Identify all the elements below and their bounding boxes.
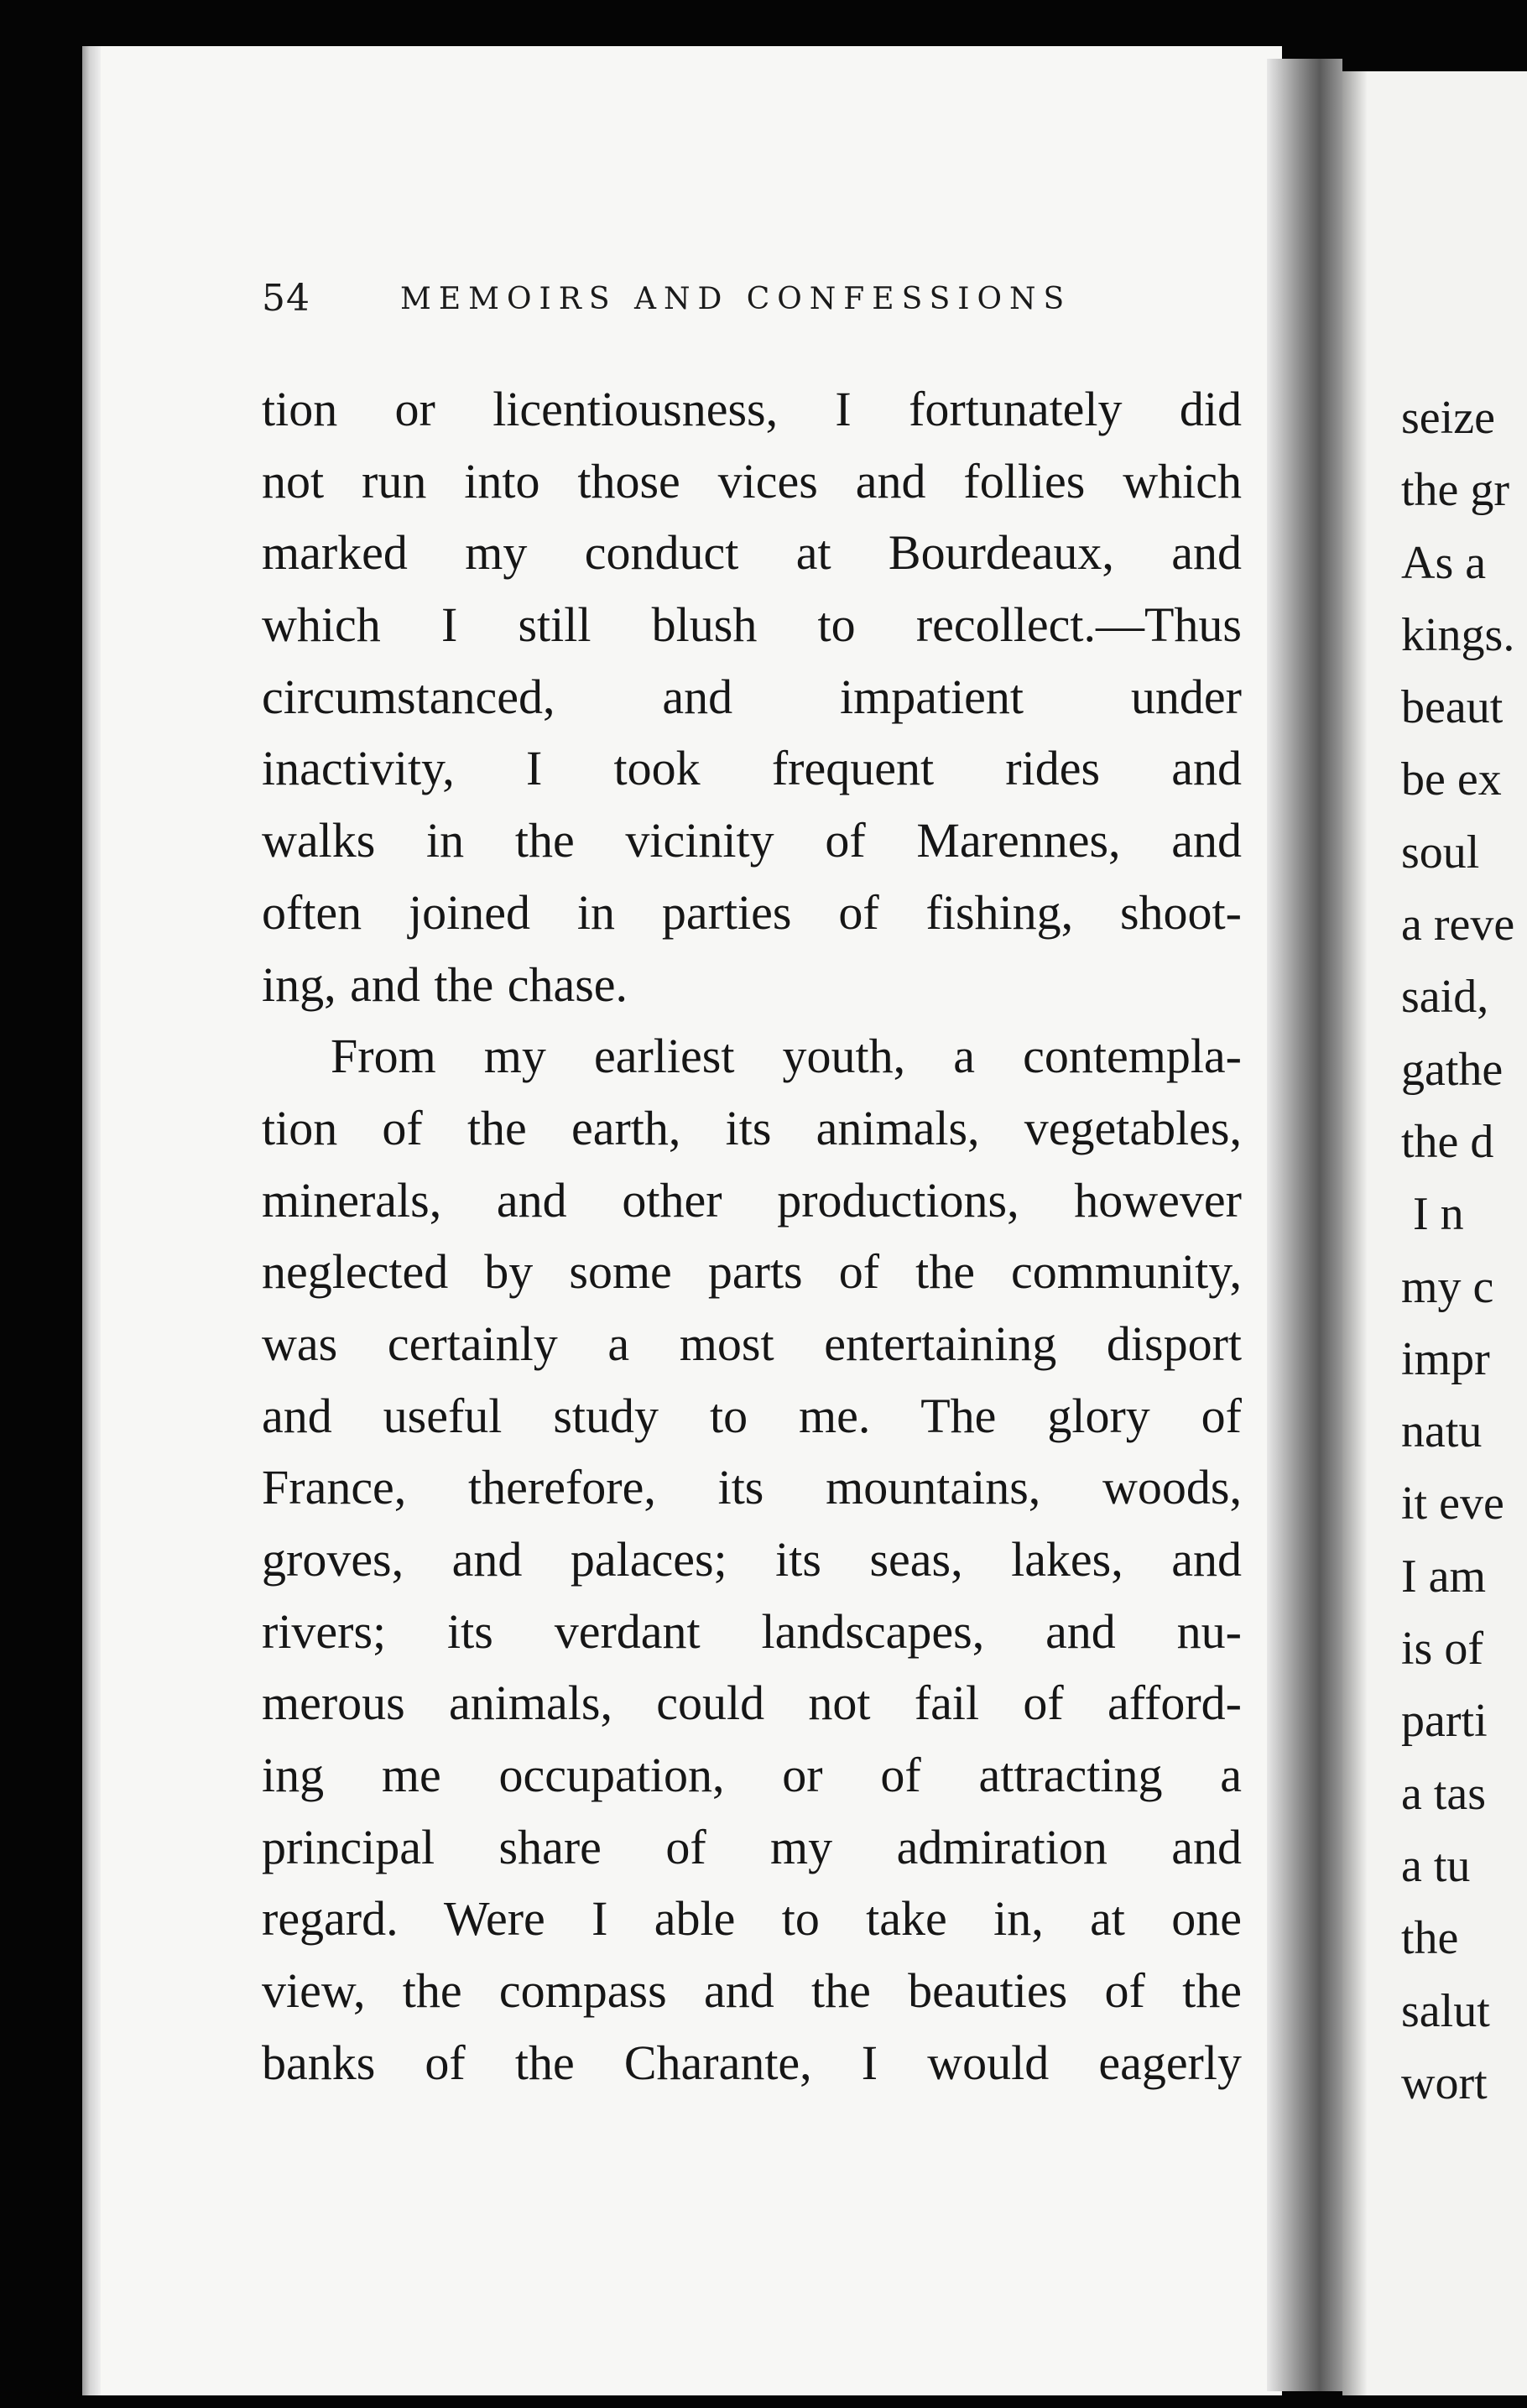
text-line: ing, and the chase. bbox=[262, 956, 628, 1012]
text-line: the gr bbox=[1401, 464, 1510, 517]
text-line: it eve bbox=[1401, 1478, 1504, 1530]
text-line: view, the compass and the beauties of the bbox=[262, 1963, 1242, 2019]
text-line: a tu bbox=[1401, 1839, 1471, 1892]
text-line: often joined in parties of fishing, shoot- bbox=[262, 884, 1242, 940]
text-line: gathe bbox=[1401, 1043, 1504, 1096]
text-line: France, therefore, its mountains, woods, bbox=[262, 1460, 1242, 1515]
left-page-body bbox=[262, 373, 1242, 2099]
text-line: merous animals, could not fail of afford- bbox=[262, 1676, 1242, 1731]
text-line: was certainly a most entertaining disport bbox=[262, 1316, 1242, 1371]
text-line: neglected by some parts of the community, bbox=[262, 1244, 1242, 1300]
text-line: a tas bbox=[1401, 1767, 1487, 1820]
text-line: natu bbox=[1401, 1405, 1483, 1458]
text-line: walks in the vicinity of Marennes, and bbox=[262, 813, 1242, 868]
text-line: rivers; its verdant landscapes, and nu- bbox=[262, 1603, 1242, 1659]
running-title: MEMOIRS AND CONFESSIONS bbox=[400, 282, 1072, 316]
left-page-edge bbox=[82, 46, 101, 2395]
text-line: principal share of my admiration and bbox=[262, 1819, 1242, 1874]
text-line: tion of the earth, its animals, vegetables, bbox=[262, 1100, 1242, 1155]
text-line: wort bbox=[1401, 2056, 1488, 2109]
text-line: is of bbox=[1401, 1623, 1483, 1676]
text-line: From my earliest youth, a contempla- bbox=[331, 1029, 1242, 1084]
text-line: salut bbox=[1401, 1984, 1490, 2037]
text-line: I n bbox=[1413, 1188, 1464, 1241]
text-line: beaut bbox=[1401, 681, 1504, 734]
text-line: impr bbox=[1401, 1332, 1490, 1385]
text-line: circumstanced, and impatient under bbox=[262, 669, 1242, 724]
text-line: soul bbox=[1401, 826, 1480, 878]
text-line: ing me occupation, or of attracting a bbox=[262, 1748, 1242, 1803]
text-line: As a bbox=[1401, 536, 1487, 589]
text-line: a reve bbox=[1401, 899, 1515, 951]
text-line: marked my conduct at Bourdeaux, and bbox=[262, 525, 1242, 581]
text-line: which I still blush to recollect.—Thus bbox=[262, 597, 1242, 653]
text-line: banks of the Charante, I would eagerly bbox=[262, 2035, 1242, 2090]
text-line: kings. bbox=[1401, 608, 1515, 661]
text-line: not run into those vices and follies which bbox=[262, 453, 1242, 508]
text-line: said, bbox=[1401, 971, 1489, 1024]
book-gutter bbox=[1267, 59, 1342, 2391]
right-page-body bbox=[1401, 382, 1527, 2119]
page-number: 54 bbox=[262, 277, 310, 320]
text-line: minerals, and other productions, however bbox=[262, 1172, 1242, 1227]
text-line: tion or licentiousness, I fortunately did bbox=[262, 382, 1242, 436]
text-line: regard. Were I able to take in, at one bbox=[262, 1891, 1242, 1947]
text-line: groves, and palaces; its seas, lakes, and bbox=[262, 1532, 1242, 1587]
running-head bbox=[262, 277, 1269, 327]
text-line: the d bbox=[1401, 1115, 1494, 1168]
right-page-shadow bbox=[1342, 71, 1368, 2395]
text-line: parti bbox=[1401, 1695, 1488, 1748]
text-line: seize bbox=[1401, 392, 1495, 444]
text-line: be ex bbox=[1401, 753, 1502, 806]
text-line: my c bbox=[1401, 1260, 1494, 1313]
text-line: inactivity, I took frequent rides and bbox=[262, 741, 1242, 796]
text-line: I am bbox=[1401, 1550, 1487, 1603]
text-line: the bbox=[1401, 1912, 1459, 1965]
text-line: and useful study to me. The glory of bbox=[262, 1388, 1242, 1443]
